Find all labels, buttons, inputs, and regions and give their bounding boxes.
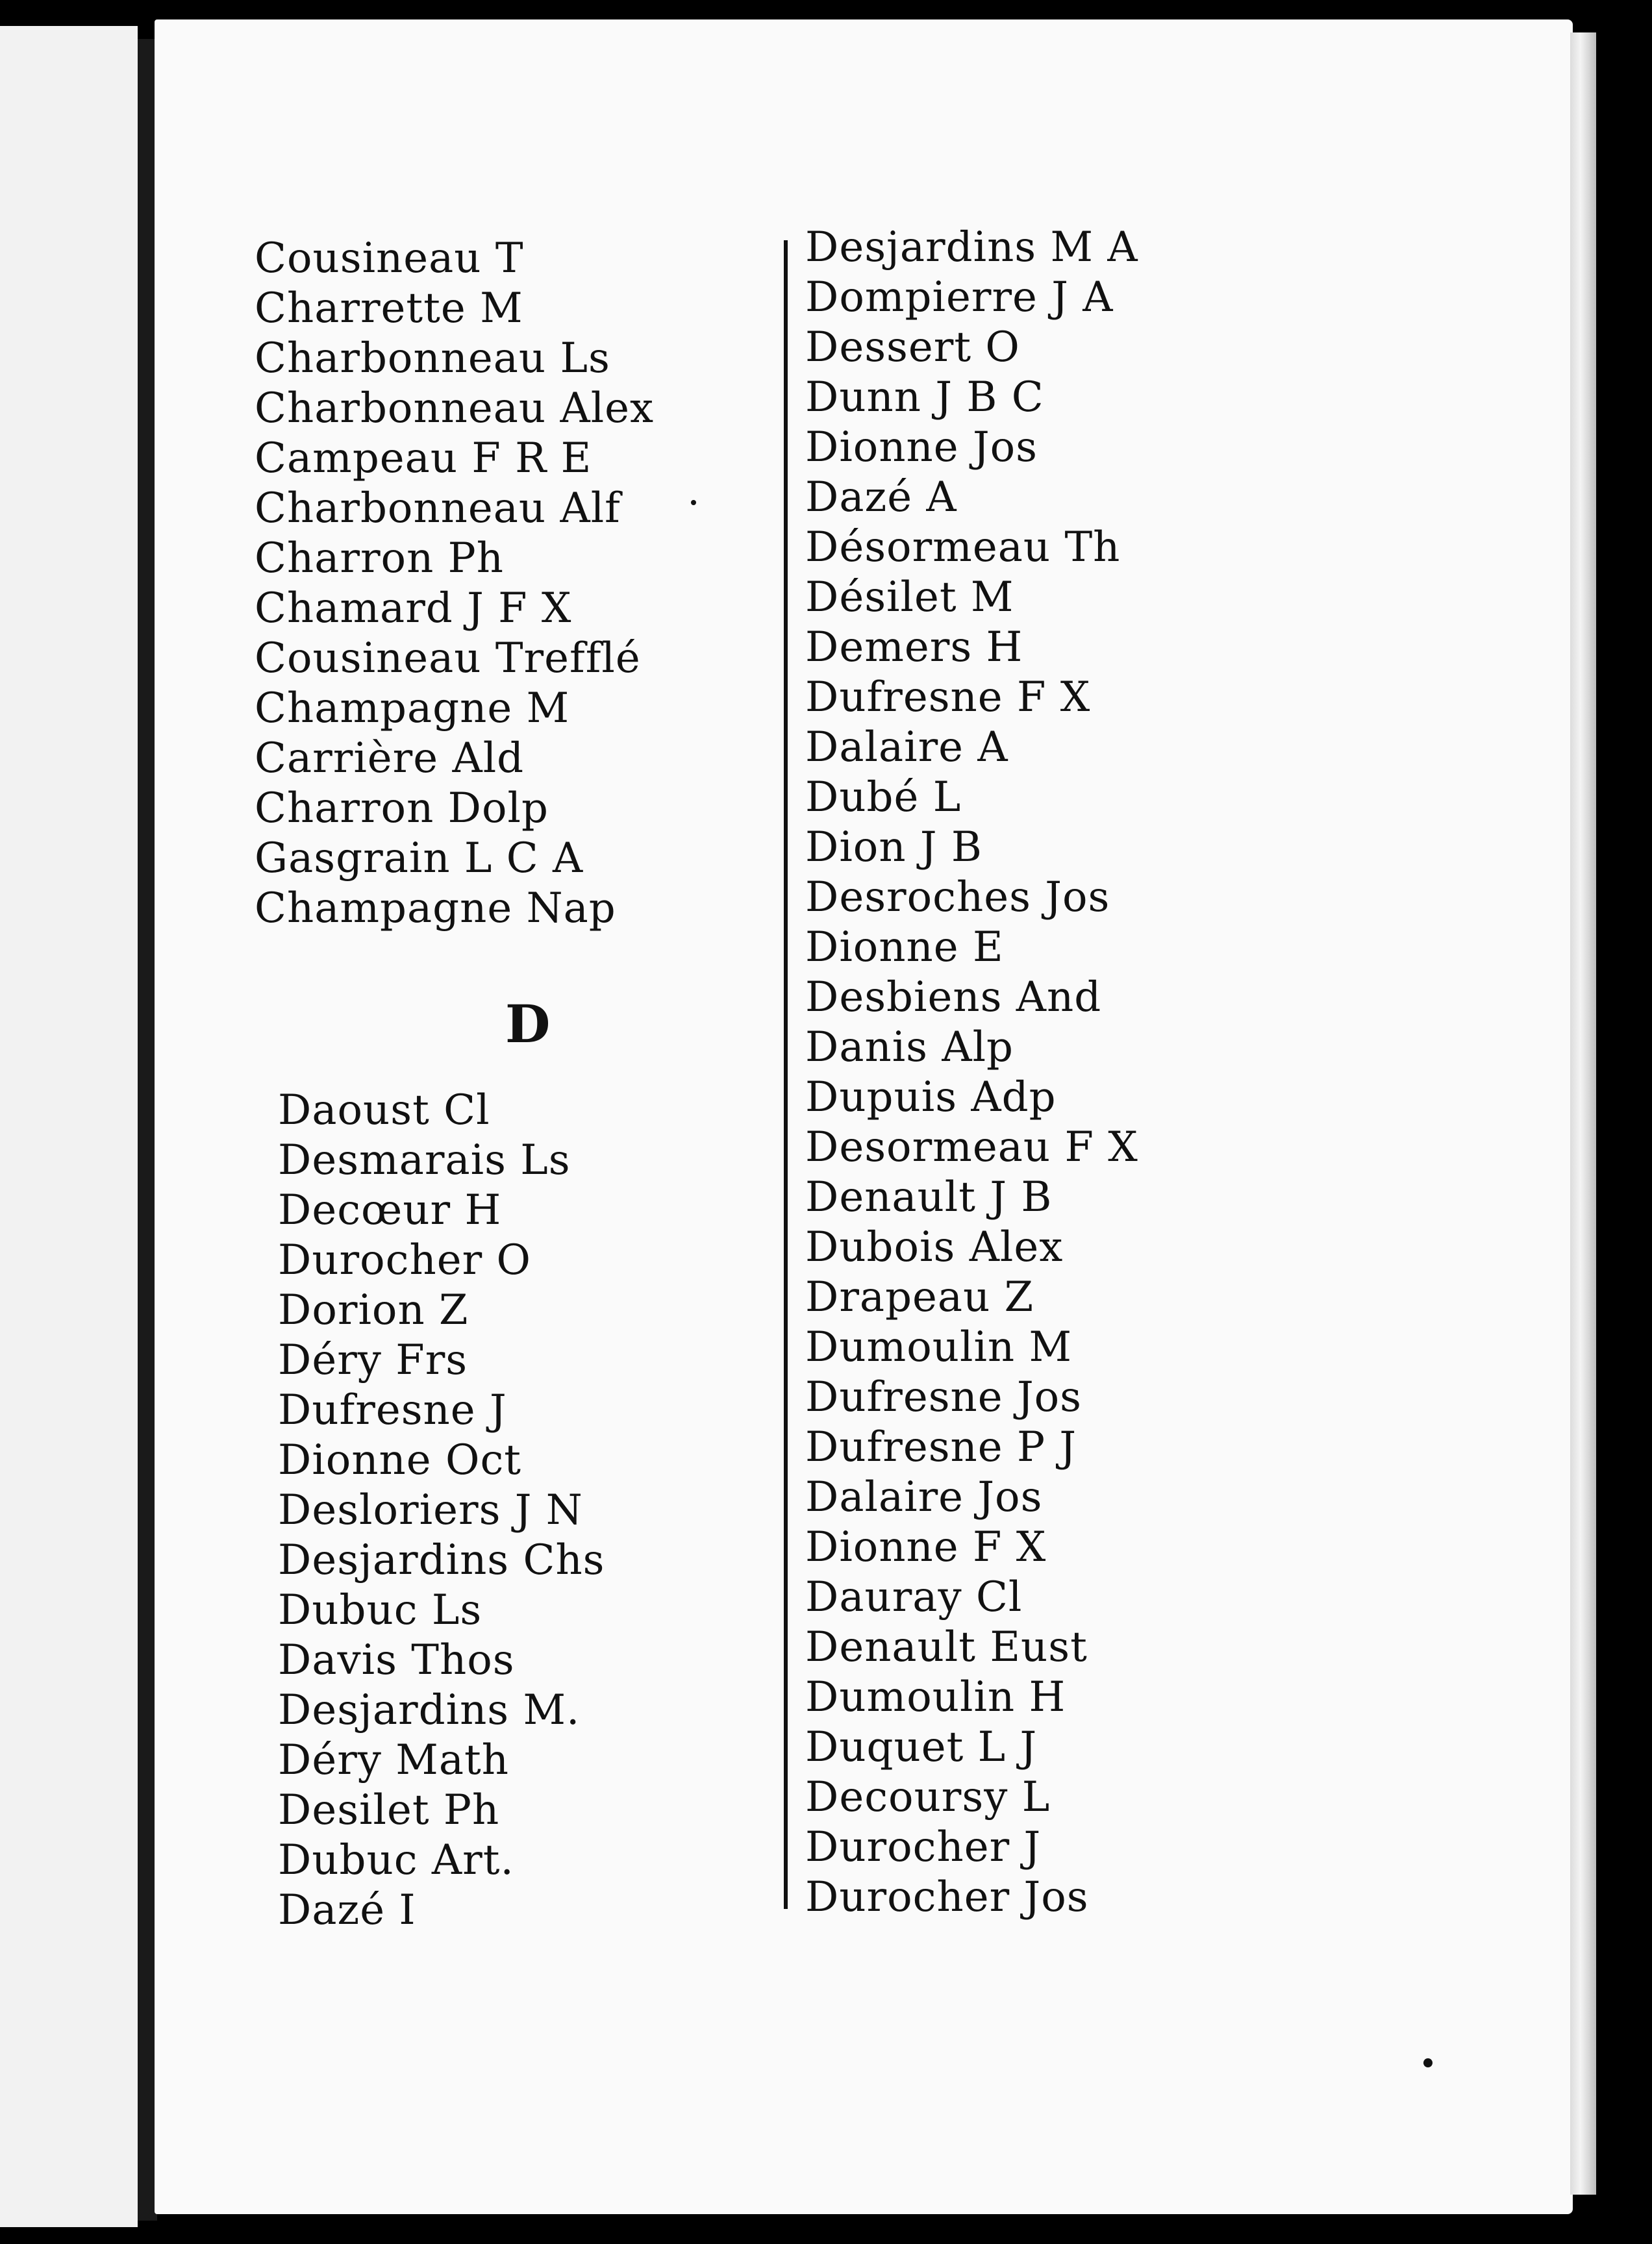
name-entry: Danis Alp [805, 1023, 1014, 1071]
name-entry: Dufresne F X [805, 673, 1091, 721]
name-entry: Cousineau T [255, 234, 524, 282]
name-entry: Demers H [805, 623, 1023, 671]
name-entry: Duquet L J [805, 1723, 1038, 1771]
name-entry: Charbonneau Alex [255, 384, 655, 432]
name-list-c [255, 234, 654, 934]
name-entry: Dorion Z [278, 1286, 469, 1334]
name-entry: Desjardins M A [805, 223, 1138, 271]
ink-speck [691, 500, 696, 505]
page-stack-edge [1570, 32, 1596, 2195]
name-entry: Déry Frs [278, 1336, 468, 1384]
name-entry: Dazé A [805, 473, 957, 521]
name-entry: Gasgrain L C A [255, 834, 584, 882]
name-entry: Dumoulin M [805, 1323, 1072, 1371]
name-entry: Dionne Oct [278, 1436, 521, 1484]
name-entry: Dompierre J A [805, 273, 1114, 321]
name-entry: Dupuis Adp [805, 1073, 1057, 1121]
name-entry: Dubuc Art. [278, 1836, 514, 1884]
name-entry: Durocher J [805, 1823, 1042, 1871]
name-entry: Dalaire A [805, 723, 1008, 771]
name-entry: Campeau F R E [255, 434, 592, 482]
name-entry: Dalaire Jos [805, 1473, 1043, 1521]
name-entry: Dubuc Ls [278, 1586, 482, 1634]
name-entry: Dunn J B C [805, 373, 1044, 421]
name-entry: Desmarais Ls [278, 1136, 571, 1184]
name-entry: Dionne Jos [805, 423, 1038, 471]
name-entry: Dazé I [278, 1886, 416, 1934]
name-entry: Durocher Jos [805, 1873, 1089, 1921]
name-entry: Desjardins Chs [278, 1536, 605, 1584]
name-entry: Champagne M [255, 684, 570, 732]
name-entry: Dubois Alex [805, 1223, 1064, 1271]
name-entry: Drapeau Z [805, 1273, 1034, 1321]
name-entry: Champagne Nap [255, 884, 616, 932]
name-entry: Durocher O [278, 1236, 531, 1284]
name-entry: Dion J B [805, 823, 982, 871]
name-entry: Carrière Ald [255, 734, 525, 782]
name-entry: Dufresne J [278, 1386, 507, 1434]
name-entry: Desroches Jos [805, 873, 1110, 921]
name-entry: Cousineau Trefflé [255, 634, 641, 682]
name-entry: Désormeau Th [805, 523, 1121, 571]
name-entry: Davis Thos [278, 1636, 515, 1684]
name-entry: Dubé L [805, 773, 962, 821]
name-entry: Dessert O [805, 323, 1020, 371]
name-entry: Charron Ph [255, 534, 504, 582]
name-entry: Chamard J F X [255, 584, 572, 632]
name-list-right [805, 223, 1138, 1923]
name-entry: Dumoulin H [805, 1673, 1066, 1721]
name-entry: Desilet Ph [278, 1786, 500, 1834]
name-entry: Charron Dolp [255, 784, 549, 832]
name-entry: Desbiens And [805, 973, 1102, 1021]
name-entry: Déry Math [278, 1736, 509, 1784]
name-entry: Decoursy L [805, 1773, 1051, 1821]
name-entry: Charrette M [255, 284, 523, 332]
name-entry: Dionne E [805, 923, 1004, 971]
column-divider [784, 240, 788, 1909]
name-entry: Denault J B [805, 1173, 1053, 1221]
name-list-d [278, 1086, 605, 1936]
name-entry: Decœur H [278, 1186, 502, 1234]
ink-speck [1423, 2058, 1433, 2067]
facing-page-edge [0, 26, 138, 2227]
section-heading-d: D [505, 993, 551, 1054]
name-entry: Charbonneau Ls [255, 334, 610, 382]
name-entry: Désilet M [805, 573, 1014, 621]
name-entry: Desjardins M. [278, 1686, 581, 1734]
name-entry: Desormeau F X [805, 1123, 1138, 1171]
name-entry: Denault Eust [805, 1623, 1088, 1671]
name-entry: Charbonneau Alf [255, 484, 621, 532]
name-entry: Daoust Cl [278, 1086, 490, 1134]
name-entry: Desloriers J N [278, 1486, 583, 1534]
name-entry: Dufresne Jos [805, 1373, 1082, 1421]
name-entry: Dufresne P J [805, 1423, 1077, 1471]
name-entry: Dauray Cl [805, 1573, 1023, 1621]
name-entry: Dionne F X [805, 1523, 1047, 1571]
